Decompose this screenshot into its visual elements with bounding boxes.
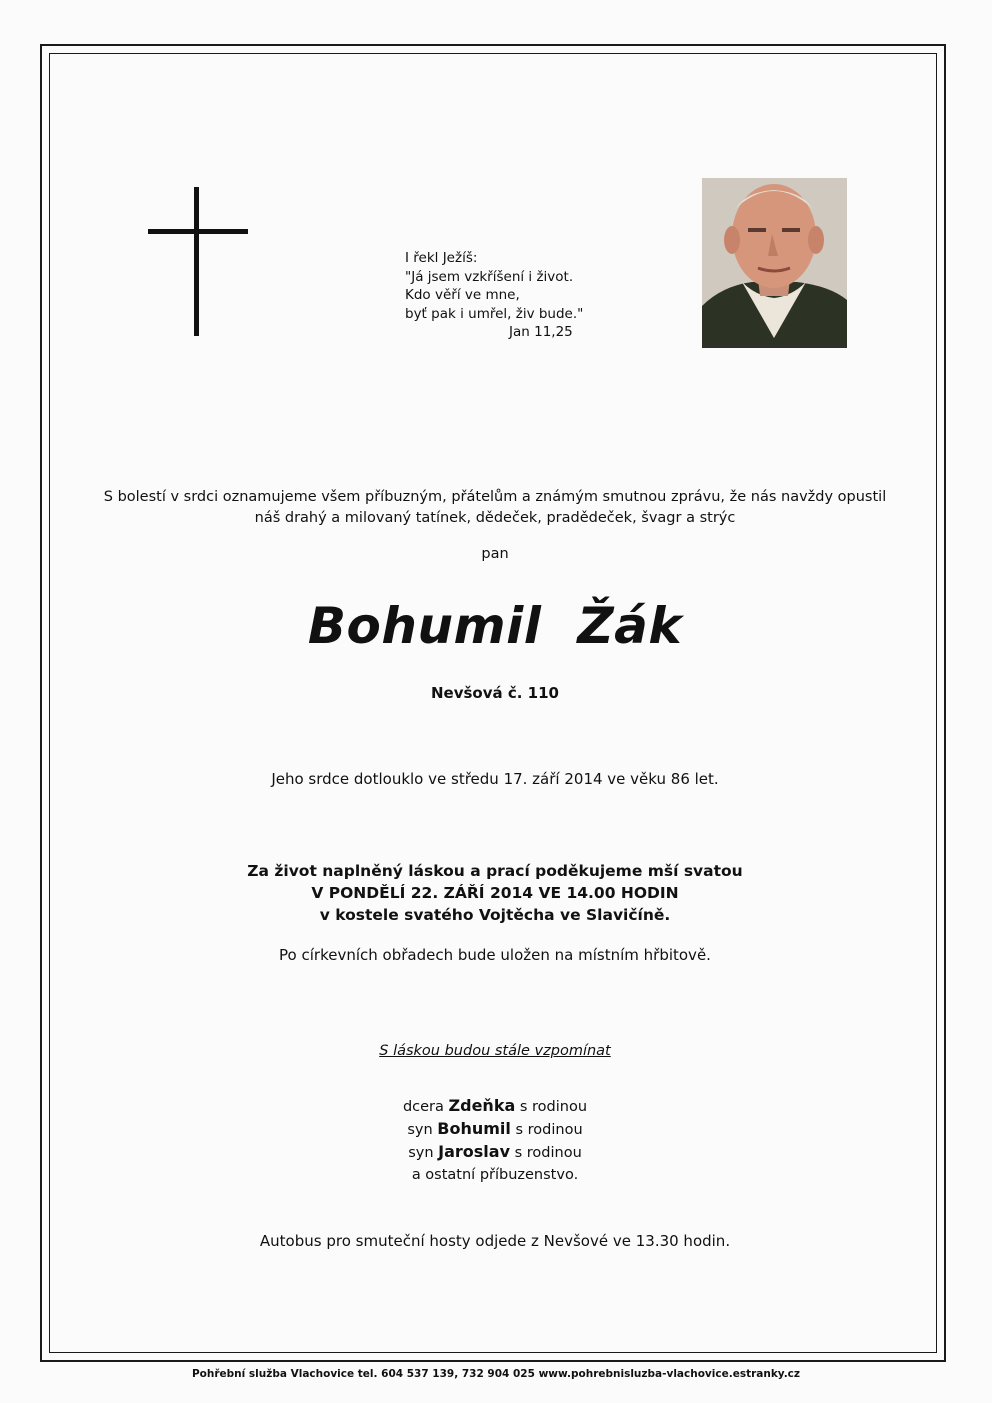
bus-notice: Autobus pro smuteční hosty odjede z Nevšové ve 13.30 hodin.: [259, 1232, 731, 1250]
quote-line: Kdo věří ve mne,: [405, 287, 520, 303]
deceased-address: Nevšová č. 110: [431, 684, 559, 702]
mourner-item: dcera Zdeňka s rodinou: [402, 1096, 588, 1115]
cross-icon-bar: [148, 229, 248, 234]
mass-line: v kostele svatého Vojtěcha ve Slavičíně.: [319, 906, 671, 924]
announcement-line: náš drahý a milovaný tatínek, dědeček, pradědeček, švagr a strýc: [254, 510, 736, 526]
footer-funeral-service: Pohřební služba Vlachovice tel. 604 537 139, 732 904 025 www.pohrebnisluzba-vlachovice.estranky.cz: [191, 1368, 801, 1380]
deceased-name: Bohumil Žák: [307, 597, 683, 655]
death-notice: Jeho srdce dotlouklo ve středu 17. září 2014 ve věku 86 let.: [271, 770, 719, 788]
mourners-list: [60, 1095, 930, 1186]
mourner-item: syn Jaroslav s rodinou: [408, 1142, 582, 1161]
quote-line: I řekl Ježíš:: [405, 250, 478, 266]
announcement-line: S bolestí v srdci oznamujeme všem příbuzným, přátelům a známým smutnou zprávu, že nás navždy opustil: [103, 489, 887, 505]
burial-notice: Po církevních obřadech bude uložen na místním hřbitově.: [279, 946, 711, 964]
remembrance-heading: S láskou budou stále vzpomínat: [379, 1043, 611, 1059]
cross-icon: [194, 187, 199, 336]
funeral-mass: [60, 860, 930, 926]
mourner-item: a ostatní příbuzenstvo.: [411, 1167, 579, 1183]
salutation: pan: [481, 546, 509, 562]
bible-quote: [405, 249, 583, 342]
quote-line: "Já jsem vzkříšení i život.: [405, 268, 574, 285]
portrait-photo: [702, 178, 847, 348]
mourner-item: syn Bohumil s rodinou: [407, 1119, 583, 1138]
mass-line: V PONDĚLÍ 22. ZÁŘÍ 2014 VE 14.00 HODIN: [311, 884, 679, 902]
announcement-text: [60, 487, 930, 529]
mass-line: Za život naplněný láskou a prací poděkujeme mší svatou: [247, 862, 743, 880]
quote-reference: Jan 11,25: [509, 324, 573, 340]
quote-line: byť pak i umřel, živ bude.": [405, 305, 584, 322]
